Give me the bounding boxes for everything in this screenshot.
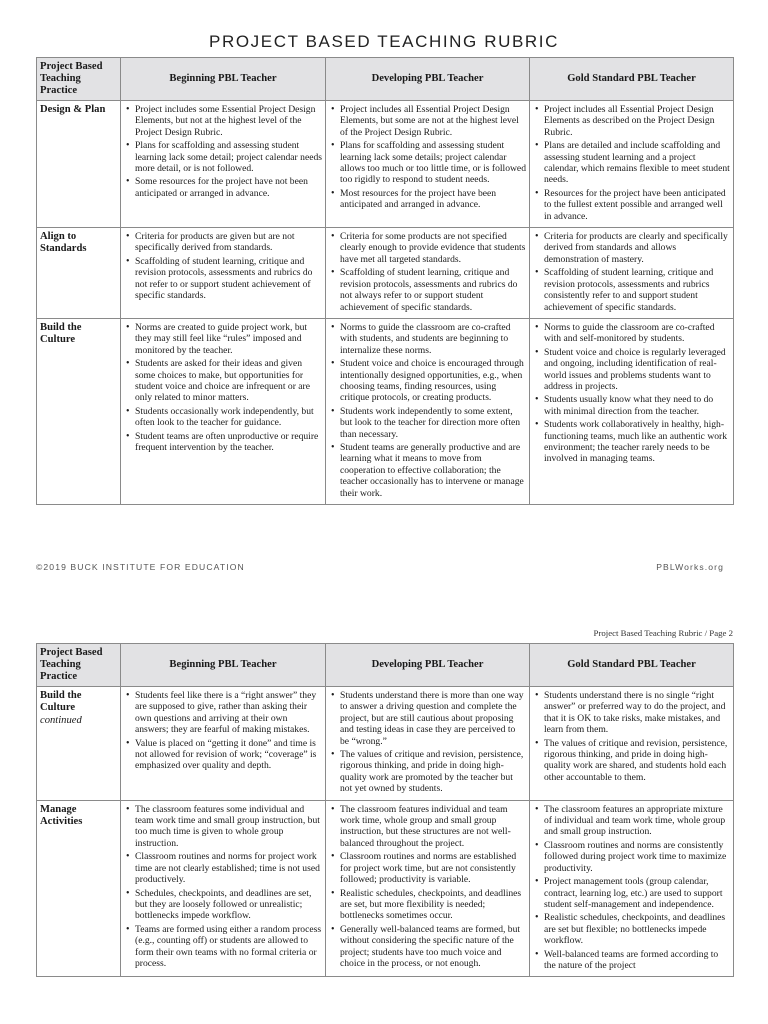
list-item: • Some resources for the project have not been anticipated or arranged in advance. <box>125 176 322 199</box>
list-item: • Student teams are often unproductive or require frequent intervention by the teacher. <box>125 431 322 454</box>
practice-label: Build the Culture <box>40 690 82 714</box>
list-item: • Norms are created to guide project work, but they may still feel like “rules” imposed and monitored by the teacher. <box>125 322 322 356</box>
developing-cell <box>326 800 530 977</box>
list-item: • Criteria for products are clearly and specifically derived from standards and allows demonstration of mastery. <box>534 231 730 265</box>
table-row <box>37 228 734 319</box>
header-row <box>37 644 734 687</box>
gold-cell <box>530 228 734 319</box>
list-item: • Student voice and choice is encouraged through intentionally designed opportunities, e.g., when choosing teams, finding resources, using critique protocols, or creating products. <box>330 358 526 404</box>
list-item: • Classroom routines and norms are established for project work time, but are not consistently followed; productivity is variable. <box>330 851 526 885</box>
list-item: • Schedules, checkpoints, and deadlines are set, but they are loosely followed or unrealistic; bottlenecks impede workflow. <box>125 888 322 922</box>
gold-cell <box>530 101 734 228</box>
table-row <box>37 101 734 228</box>
list-item: • Students work independently to some extent, but look to the teacher for direction more often than necessary. <box>330 406 526 440</box>
table-row <box>37 800 734 977</box>
list-item: • The values of critique and revision, persistence, rigorous thinking, and pride in doing high-quality work are shared, and students hold each other accountable to them. <box>534 738 730 784</box>
list-item: • Students understand there is more than one way to answer a driving question and complete the project, but are still cautious about proposing and testing ideas in case they are perceived to be “wrong.” <box>330 690 526 747</box>
list-item: • Plans for scaffolding and assessing student learning lack some detail; project calendar needs more detail, or is not followed. <box>125 140 322 174</box>
page-title: PROJECT BASED TEACHING RUBRIC <box>209 32 559 51</box>
list-item: • Norms to guide the classroom are co-crafted with and self-monitored by students. <box>534 322 730 345</box>
list-item: • The classroom features individual and team work time, whole group and small group instruction, but these structures are not well-balanced throughout the project. <box>330 804 526 850</box>
continued-label: continued <box>40 714 82 726</box>
bullet-list <box>125 804 322 970</box>
list-item: • Students usually know what they need to do with minimal direction from the teacher. <box>534 394 730 417</box>
list-item: • Student voice and choice is regularly leveraged and ongoing, including identification of real-world issues and problems students want to address in projects. <box>534 347 730 393</box>
bullet-list <box>534 322 730 465</box>
bullet-list <box>125 231 322 301</box>
list-item: • The classroom features an appropriate mixture of individual and team work time, whole group and small group instruction. <box>534 804 730 838</box>
list-item: • Classroom routines and norms are consistently followed during project work time to maximize productivity. <box>534 840 730 874</box>
bullet-list <box>330 690 526 795</box>
column-header-developing: Developing PBL Teacher <box>326 58 530 101</box>
practice-cell <box>37 687 121 801</box>
bullet-list <box>534 804 730 972</box>
list-item: • Students work collaboratively in healthy, high-functioning teams, much like an authentic work environment; the teacher rarely needs to be involved in managing teams. <box>534 419 730 465</box>
list-item: • Generally well-balanced teams are formed, but without considering the specific nature of the project; students have too much voice and choice in the process, or not enough. <box>330 924 526 970</box>
list-item: • Plans for scaffolding and assessing student learning lack some details; project calendar allows too much or too little time, or is followed too rigidly to respond to student needs. <box>330 140 526 186</box>
list-item: • Project management tools (group calendar, contract, learning log, etc.) are used to support student self-management and independence. <box>534 876 730 910</box>
list-item: • Project includes all Essential Project Design Elements as described on the Project Design Rubric. <box>534 104 730 138</box>
list-item: • Value is placed on “getting it done” and time is not allowed for revision of work; “coverage” is emphasized over quality and depth. <box>125 738 322 772</box>
bullet-list <box>534 690 730 783</box>
list-item: • Most resources for the project have been anticipated and arranged in advance. <box>330 188 526 211</box>
beginning-cell <box>121 800 326 977</box>
practice-cell <box>37 228 121 319</box>
rubric-table-page-1 <box>36 57 734 505</box>
list-item: • Scaffolding of student learning, critique and revision protocols, assessments and rubrics do not refer to or support student achievement of specific standards. <box>125 256 322 302</box>
practice-label: Design & Plan <box>40 104 106 115</box>
footer-copyright: ©2019 BUCK INSTITUTE FOR EDUCATION <box>36 562 245 572</box>
bullet-list <box>534 104 730 222</box>
practice-cell <box>37 800 121 977</box>
developing-cell <box>326 101 530 228</box>
bullet-list <box>125 104 322 199</box>
bullet-list <box>534 231 730 313</box>
beginning-cell <box>121 228 326 319</box>
practice-label: Manage Activities <box>40 803 83 828</box>
developing-cell <box>326 228 530 319</box>
gold-cell <box>530 687 734 801</box>
bullet-list <box>330 104 526 211</box>
practice-label: Align to Standards <box>40 231 87 255</box>
rubric-table-page-2 <box>36 643 734 977</box>
list-item: • Plans are detailed and include scaffolding and assessing student learning and a project calendar, which remains flexible to meet student needs. <box>534 140 730 186</box>
bullet-list <box>330 231 526 313</box>
list-item: • Norms to guide the classroom are co-crafted with students, and students are beginning to internalize these norms. <box>330 322 526 356</box>
list-item: • Resources for the project have been anticipated to the fullest extent possible and arranged well in advance. <box>534 188 730 222</box>
list-item: • Scaffolding of student learning, critique and revision protocols, assessments and rubrics consistently refer to and support student achievement of specific standards. <box>534 267 730 313</box>
table-row <box>37 318 734 504</box>
column-header-gold: Gold Standard PBL Teacher <box>530 644 734 687</box>
table-row <box>37 687 734 801</box>
list-item: • Students occasionally work independently, but often look to the teacher for guidance. <box>125 406 322 429</box>
column-header-practice: Project Based Teaching Practice <box>37 58 121 101</box>
list-item: • The values of critique and revision, persistence, rigorous thinking, and pride in doing high-quality work are promoted by the teacher but not yet owned by students. <box>330 749 526 795</box>
list-item: • Criteria for products are given but are not specifically derived from standards. <box>125 231 322 254</box>
list-item: • Classroom routines and norms for project work time are not clearly established; time is not used productively. <box>125 851 322 885</box>
footer-site: PBLWorks.org <box>656 562 724 572</box>
list-item: • Realistic schedules, checkpoints, and deadlines are set but flexible; no bottlenecks impede workflow. <box>534 912 730 946</box>
practice-label: Build the Culture <box>40 321 82 346</box>
column-header-beginning: Beginning PBL Teacher <box>121 58 326 101</box>
column-header-gold: Gold Standard PBL Teacher <box>530 58 734 101</box>
developing-cell <box>326 687 530 801</box>
column-header-practice: Project Based Teaching Practice <box>37 644 121 687</box>
list-item: • Scaffolding of student learning, critique and revision protocols, assessments and rubrics do not always refer to or support student achievement of specific standards. <box>330 267 526 313</box>
column-header-beginning: Beginning PBL Teacher <box>121 644 326 687</box>
list-item: • Students understand there is no single “right answer” or preferred way to do the project, and that it is OK to take risks, make mistakes, and learn from them. <box>534 690 730 736</box>
list-item: • The classroom features some individual and team work time and small group instruction, but too much time is given to whole group instruction. <box>125 804 322 850</box>
beginning-cell <box>121 318 326 504</box>
column-header-developing: Developing PBL Teacher <box>326 644 530 687</box>
practice-cell <box>37 318 121 504</box>
gold-cell <box>530 800 734 977</box>
list-item: • Students are asked for their ideas and given some choices to make, but opportunities for student voice and choice are infrequent or are only related to minor matters. <box>125 358 322 404</box>
list-item: • Students feel like there is a “right answer” they are supposed to give, rather than asking their own questions and arriving at their own answers; they are fearful of making mistakes. <box>125 690 322 736</box>
practice-cell <box>37 101 121 228</box>
bullet-list <box>330 804 526 970</box>
list-item: • Well-balanced teams are formed according to the nature of the project <box>534 949 730 972</box>
list-item: • Criteria for some products are not specified clearly enough to provide evidence that students have met all targeted standards. <box>330 231 526 265</box>
header-row <box>37 58 734 101</box>
page-2-header: Project Based Teaching Rubric / Page 2 <box>593 628 733 638</box>
beginning-cell <box>121 687 326 801</box>
list-item: • Project includes all Essential Project Design Elements, but some are not at the highest level of the Project Design Rubric. <box>330 104 526 138</box>
gold-cell <box>530 318 734 504</box>
developing-cell <box>326 318 530 504</box>
bullet-list <box>125 322 322 453</box>
list-item: • Realistic schedules, checkpoints, and deadlines are set, but more flexibility is needed; bottlenecks sometimes occur. <box>330 888 526 922</box>
list-item: • Student teams are generally productive and are learning what it means to move from cooperation to effective collaboration; the teacher occasionally has to intervene or manage their work. <box>330 442 526 499</box>
list-item: • Project includes some Essential Project Design Elements, but not at the highest level of the Project Design Rubric. <box>125 104 322 138</box>
list-item: • Teams are formed using either a random process (e.g., counting off) or students are allowed to form their own teams with no formal criteria or process. <box>125 924 322 970</box>
bullet-list <box>125 690 322 772</box>
beginning-cell <box>121 101 326 228</box>
bullet-list <box>330 322 526 499</box>
